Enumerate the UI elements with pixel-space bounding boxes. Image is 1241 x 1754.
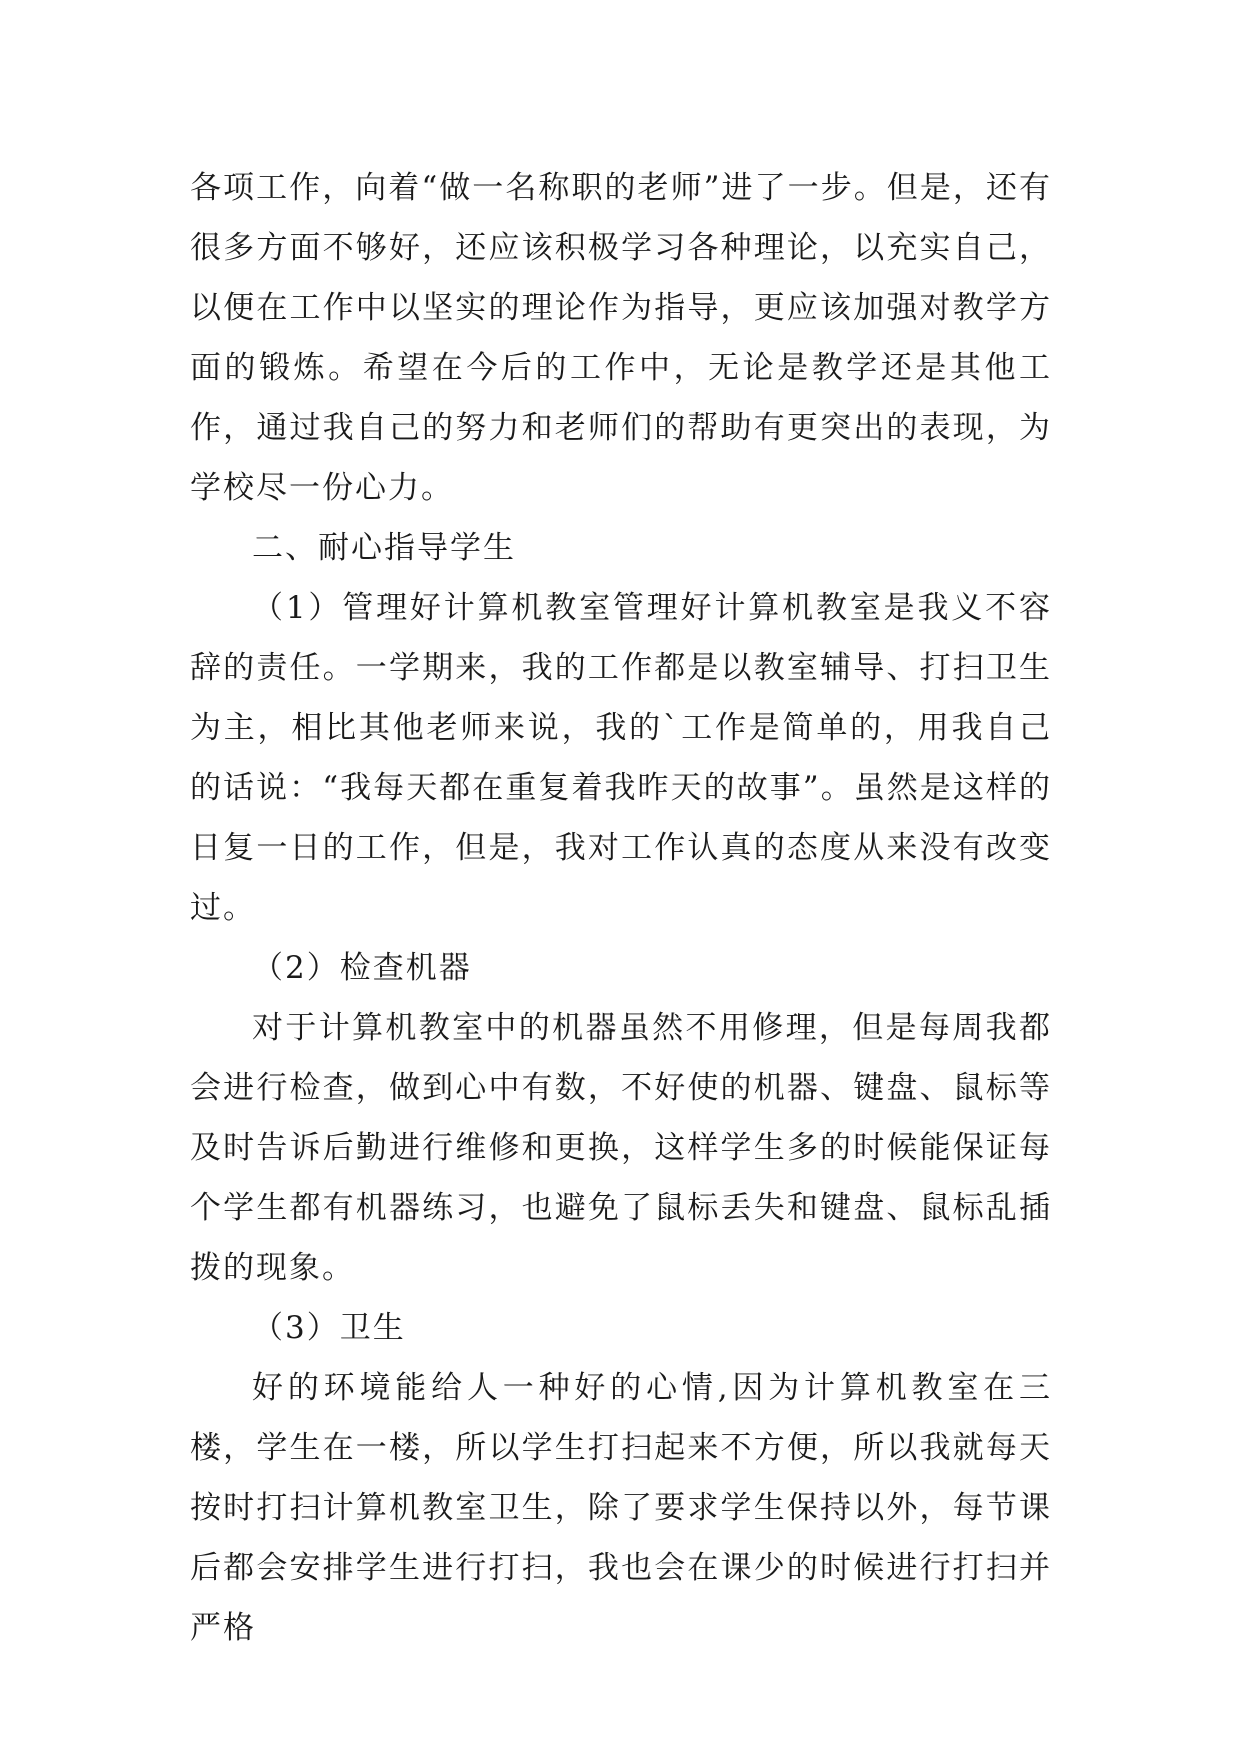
section-heading-guide-students: 二、耐心指导学生	[252, 530, 516, 566]
paragraph-hygiene: 好的环境能给人一种好的心情,因为计算机教室在三楼，学生在一楼，所以学生打扫起来不方便，所以我就每天按时打扫计算机教室卫生，除了要求学生保持以外，每节课后都会安排学生进行打扫，我也会在课少的时候进行打扫并严格	[190, 1370, 1052, 1646]
paragraph-manage-lab: （1）管理好计算机教室管理好计算机教室是我义不容辞的责任。一学期来，我的工作都是以教室辅导、打扫卫生为主，相比其他老师来说，我的`工作是简单的，用我自己的话说：“我每天都在重复着我昨天的故事”。虽然是这样的日复一日的工作，但是，我对工作认真的态度从来没有改变过。	[190, 590, 1052, 926]
subheading-check-machines: （2）检查机器	[252, 950, 472, 986]
paragraph-check-machines: 对于计算机教室中的机器虽然不用修理，但是每周我都会进行检查，做到心中有数，不好使的机器、键盘、鼠标等及时告诉后勤进行维修和更换，这样学生多的时候能保证每个学生都有机器练习，也避免了鼠标丢失和键盘、鼠标乱插拨的现象。	[190, 1010, 1052, 1286]
document-body	[190, 158, 1052, 1658]
subheading-hygiene: （3）卫生	[252, 1310, 406, 1346]
paragraph-continuation: 各项工作，向着“做一名称职的老师”进了一步。但是，还有很多方面不够好，还应该积极学习各种理论，以充实自己，以便在工作中以坚实的理论作为指导，更应该加强对教学方面的锻炼。希望在今后的工作中，无论是教学还是其他工作，通过我自己的努力和老师们的帮助有更突出的表现，为学校尽一份心力。	[190, 170, 1052, 506]
